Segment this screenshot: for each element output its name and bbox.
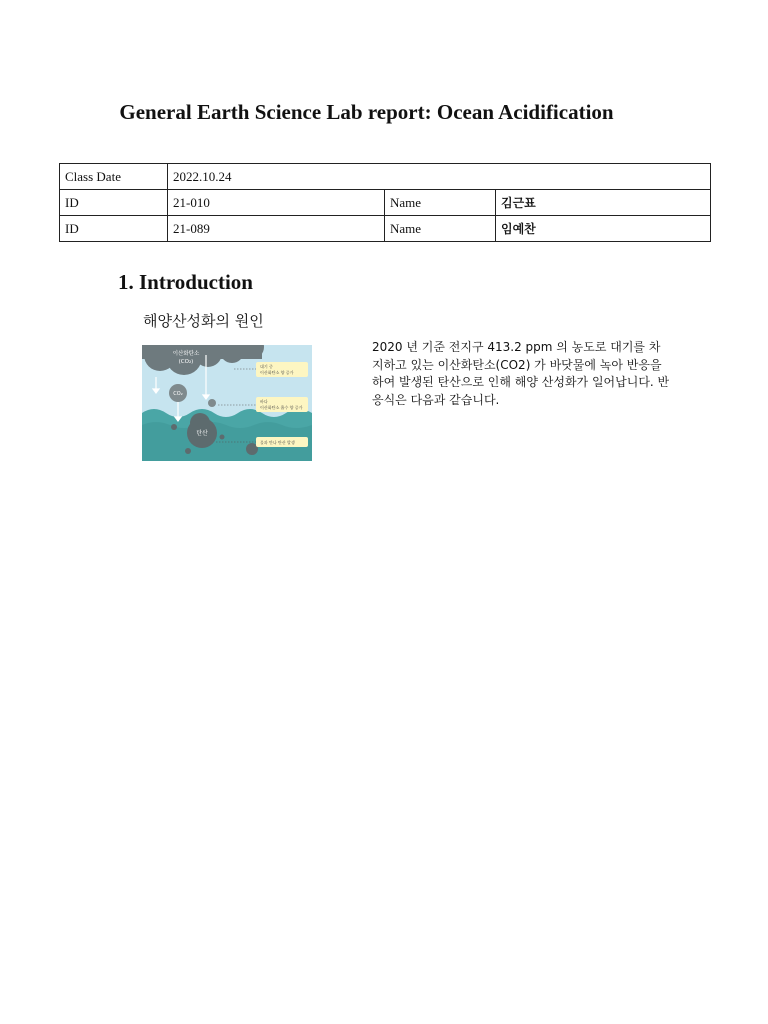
id-value: 21-010 xyxy=(168,190,385,216)
ocean-acidification-figure xyxy=(142,345,312,461)
note-3 xyxy=(256,437,308,447)
svg-text:바다: 바다 xyxy=(260,399,268,404)
name-label: Name xyxy=(385,216,496,242)
intro-paragraph: 2020 년 기준 전지구 413.2 ppm 의 농도로 대기를 차지하고 있는 이산화탄소(CO2) 가 바닷물에 녹아 반응을 하여 발생된 탄산으로 인해 해양 산성화가 일어납니다. 반응식은 다음과 같습니다. xyxy=(372,340,670,407)
svg-text:대기 중: 대기 중 xyxy=(260,364,273,369)
cloud-label-2: (CO₂) xyxy=(178,359,194,365)
name-label: Name xyxy=(385,190,496,216)
class-date-label: Class Date xyxy=(60,164,168,190)
bubble-small xyxy=(220,435,225,440)
bubble-small xyxy=(208,399,216,407)
note-1 xyxy=(256,362,308,377)
svg-text:이산화탄소 양 증가: 이산화탄소 양 증가 xyxy=(260,370,294,375)
figure-illustration xyxy=(142,345,312,461)
section-heading: 1. Introduction xyxy=(118,270,253,294)
name-value: 김근표 xyxy=(496,190,711,216)
svg-text:이산화탄소 흡수 양 증가: 이산화탄소 흡수 양 증가 xyxy=(260,405,303,410)
name-value: 임예찬 xyxy=(496,216,711,242)
table-row xyxy=(60,216,711,242)
table-row xyxy=(60,190,711,216)
bubble-small xyxy=(185,448,191,454)
svg-text:물과 만나 탄산 발생: 물과 만나 탄산 발생 xyxy=(260,440,295,445)
cloud-label-1: 이산화탄소 xyxy=(172,351,200,357)
table-row xyxy=(60,164,711,190)
bubble-label: CO₂ xyxy=(173,391,183,397)
class-date-value: 2022.10.24 xyxy=(168,164,711,190)
page-title: General Earth Science Lab report: Ocean Acidification xyxy=(119,100,614,124)
id-label: ID xyxy=(60,216,168,242)
id-label: ID xyxy=(60,190,168,216)
note-2 xyxy=(256,397,308,412)
ocean-label: 탄산 xyxy=(196,430,208,437)
bubble-small xyxy=(171,424,177,430)
id-value: 21-089 xyxy=(168,216,385,242)
section-subheading: 해양산성화의 원인 xyxy=(143,312,264,330)
info-table xyxy=(59,163,711,242)
